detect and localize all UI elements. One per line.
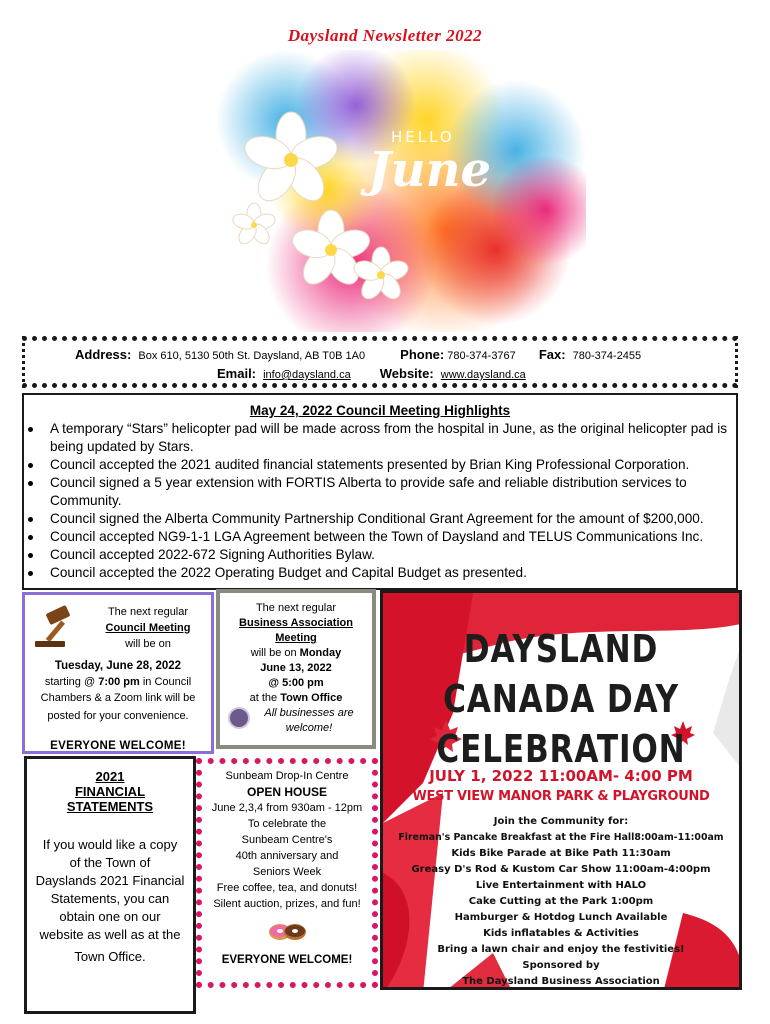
list-item: Council accepted NG9-1-1 LGA Agreement between the Town of Daysland and TELUS Communications Inc. bbox=[22, 528, 736, 546]
financial-title-1: FINANCIAL bbox=[74, 784, 146, 799]
council-starting: starting @ bbox=[44, 676, 99, 688]
list-item: Council signed the Alberta Community Partnership Conditional Grant Agreement for the amount of $200,000. bbox=[22, 510, 736, 528]
financial-year: 2021 bbox=[95, 769, 125, 784]
business-day: Monday bbox=[299, 647, 342, 659]
website-label: Website: bbox=[379, 366, 434, 381]
fax-value: 780-374-2455 bbox=[572, 350, 642, 362]
list-item: Bring a lawn chair and enjoy the festivities! bbox=[437, 944, 685, 955]
financial-body-line: obtain one on our bbox=[59, 909, 161, 924]
sunbeam-dates: June 2,3,4 from 930am - 12pm bbox=[211, 802, 363, 814]
financial-body-line: Dayslands 2021 Financial bbox=[35, 873, 185, 888]
poster-location: WEST VIEW MANOR PARK & PLAYGROUND bbox=[412, 789, 710, 804]
address-value: Box 610, 5130 50th St. Daysland, AB T0B 1A0 bbox=[138, 350, 366, 362]
sunbeam-centre-name: Sunbeam Drop-In Centre bbox=[225, 770, 349, 782]
financial-body-line: If you would like a copy bbox=[42, 837, 178, 852]
gavel-icon bbox=[33, 605, 89, 649]
hero-june-text: June bbox=[368, 142, 492, 198]
list-item: Cake Cutting at the Park 1:00pm bbox=[468, 896, 654, 907]
hero-hello-text: HELLO bbox=[391, 128, 455, 146]
financial-statements-box bbox=[24, 756, 196, 1014]
poster-title-line-1: DAYSLAND bbox=[463, 627, 659, 671]
business-note-line2: welcome! bbox=[285, 722, 333, 734]
poster-title-line-2: CANADA DAY bbox=[443, 677, 679, 721]
council-time: 7:00 pm bbox=[98, 676, 140, 688]
financial-body-line: of the Town of bbox=[69, 855, 151, 870]
poster-date: JULY 1, 2022 11:00AM- 4:00 PM bbox=[429, 767, 693, 785]
poster-title-line-3: CELEBRATION bbox=[436, 727, 686, 771]
list-item: Hamburger & Hotdog Lunch Available bbox=[454, 912, 668, 923]
council-zoom-note: Chambers & a Zoom link will be bbox=[40, 692, 196, 704]
sunbeam-welcome: EVERYONE WELCOME! bbox=[221, 954, 353, 966]
council-list bbox=[22, 420, 736, 582]
sunbeam-body-line: Silent auction, prizes, and fun! bbox=[213, 898, 361, 910]
email-link[interactable]: info@daysland.ca bbox=[263, 369, 351, 381]
canada-day-poster bbox=[380, 590, 742, 990]
list-item: The Daysland Business Association bbox=[462, 976, 660, 987]
business-date: June 13, 2022 bbox=[260, 662, 332, 674]
list-item: Council signed a 5 year extension with FORTIS Alberta to provide safe and reliable distribution services to Community. bbox=[22, 474, 736, 510]
financial-body-line: Town Office. bbox=[74, 949, 146, 964]
business-will-be-on: will be on bbox=[250, 647, 300, 659]
business-meeting-label: Meeting bbox=[275, 632, 317, 644]
email-label: Email: bbox=[217, 366, 257, 381]
phone-value: 780-374-3767 bbox=[447, 350, 516, 362]
sunbeam-body-line: Seniors Week bbox=[252, 866, 322, 878]
business-association-box bbox=[216, 589, 376, 749]
financial-body-line: website as well as at the bbox=[39, 927, 181, 942]
council-meeting-label: Council Meeting bbox=[105, 622, 191, 634]
newsletter-title: Daysland Newsletter 2022 bbox=[287, 26, 483, 45]
phone-label: Phone: bbox=[400, 347, 445, 362]
list-item: Sponsored by bbox=[522, 960, 600, 971]
sunbeam-open-house-box bbox=[196, 758, 378, 988]
list-item: Kids inflatables & Activities bbox=[483, 928, 639, 939]
council-highlights bbox=[22, 393, 738, 590]
council-will-be-on: will be on bbox=[125, 638, 171, 650]
hello-june-graphic bbox=[196, 50, 586, 332]
sunbeam-body-line: 40th anniversary and bbox=[235, 850, 339, 862]
business-at-the: at the bbox=[249, 692, 281, 704]
council-heading: May 24, 2022 Council Meeting Highlights bbox=[249, 403, 511, 418]
list-item: Kids Bike Parade at Bike Path 11:30am bbox=[451, 848, 671, 859]
council-location: in Council bbox=[139, 676, 192, 688]
council-meeting-date: Tuesday, June 28, 2022 bbox=[54, 660, 182, 672]
sunbeam-body-line: Free coffee, tea, and donuts! bbox=[216, 882, 358, 894]
list-item: Council accepted the 2022 Operating Budget and Capital Budget as presented. bbox=[22, 564, 736, 582]
list-item: Live Entertainment with HALO bbox=[475, 880, 647, 891]
financial-title-2: STATEMENTS bbox=[66, 799, 154, 814]
website-link[interactable]: www.daysland.ca bbox=[440, 369, 526, 381]
list-item: Fireman's Pancake Breakfast at the Fire Hall8:00am-11:00am bbox=[398, 832, 724, 843]
handshake-icon bbox=[228, 707, 250, 729]
business-next-label: The next regular bbox=[255, 602, 337, 614]
contact-info-bar bbox=[22, 336, 738, 388]
fax-label: Fax: bbox=[538, 347, 566, 362]
council-welcome: EVERYONE WELCOME! bbox=[50, 740, 186, 752]
business-association-label: Business Association bbox=[239, 617, 353, 629]
business-note-line1: All businesses are bbox=[264, 707, 354, 719]
council-convenience: posted for your convenience. bbox=[47, 710, 189, 722]
business-time: @ 5:00 pm bbox=[268, 677, 324, 689]
list-item: A temporary “Stars” helicopter pad will be made across from the hospital in June, as the original helicopter pad is being updated by Stars. bbox=[22, 420, 736, 456]
council-next-label: The next regular bbox=[107, 606, 189, 618]
list-item: Join the Community for: bbox=[493, 816, 629, 827]
council-meeting-box bbox=[22, 592, 214, 754]
address-label: Address: bbox=[75, 347, 132, 362]
list-item: Council accepted 2022-672 Signing Authorities Bylaw. bbox=[22, 546, 736, 564]
list-item: Council accepted the 2021 audited financial statements presented by Brian King Professional Corporation. bbox=[22, 456, 736, 474]
business-place: Town Office bbox=[280, 692, 343, 704]
donut-icon bbox=[267, 920, 307, 942]
sunbeam-open-house: OPEN HOUSE bbox=[246, 785, 327, 799]
financial-body-line: Statements, you can bbox=[50, 891, 170, 906]
sunbeam-body-line: Sunbeam Centre's bbox=[241, 834, 333, 846]
sunbeam-body-line: To celebrate the bbox=[247, 818, 327, 830]
list-item: Greasy D's Rod & Kustom Car Show 11:00am-4:00pm bbox=[411, 864, 711, 875]
poster-schedule bbox=[383, 814, 739, 990]
